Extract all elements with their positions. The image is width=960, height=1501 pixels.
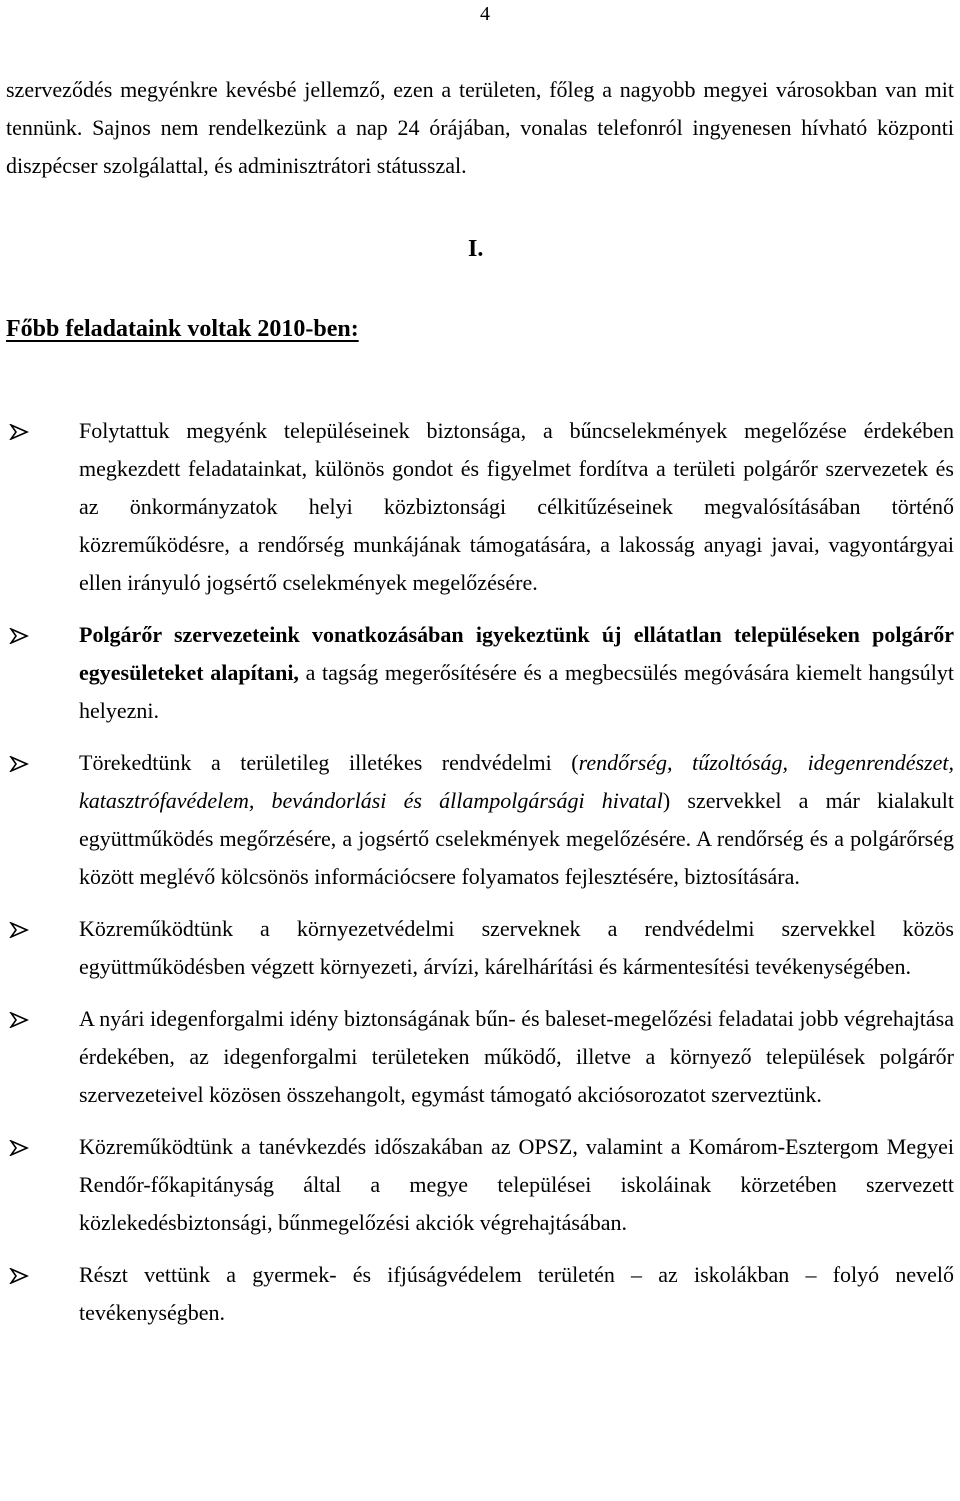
list-item-text: Közreműködtünk a környezetvédelmi szerveknek a rendvédelmi szervekkel közös együttműködésben végzett környezeti, árvízi, kárelhárítási és kármentesítési tevékenységében. — [79, 916, 954, 979]
section-numeral: I. — [468, 236, 484, 262]
list-item — [0, 1000, 960, 1114]
list-item — [0, 744, 960, 896]
list-item-text: ) szervekkel a már kialakult együttműködés megőrzésére, a jogsértő cselekmények megelőzésére. A rendőrség és a polgárőrség között meglévő kölcsönös információcsere folyamatos fejlesztésére, biztosítására. — [79, 788, 954, 889]
arrowhead-bullet-icon — [9, 424, 29, 440]
list-item — [0, 412, 960, 602]
arrowhead-bullet-icon — [9, 628, 29, 644]
list-item-text: Közreműködtünk a tanévkezdés időszakában az OPSZ, valamint a Komárom-Esztergom Megyei Rendőr-főkapitányság által a megye települései iskoláinak körzetében szervezett közlekedésbiztonsági, bűnmegelőzési akciók végrehajtásában. — [79, 1134, 954, 1235]
arrowhead-bullet-icon — [9, 1140, 29, 1156]
list-item-text: Részt vettünk a gyermek- és ifjúságvédelem területén – az iskolákban – folyó nevelő tevékenységben. — [79, 1262, 954, 1325]
arrowhead-bullet-icon — [9, 1012, 29, 1028]
list-item-text: Folytattuk megyénk településeinek biztonsága, a bűncselekmények megelőzése érdekében megkezdett feladatainkat, különös gondot és figyelmet fordítva a területi polgárőr szervezetek és az önkormányzatok helyi közbiztonsági célkitűzéseinek megvalósításában történő közreműködésre, a rendőrség munkájának támogatására, a lakosság anyagi javai, vagyontárgyai ellen irányuló jogsértő cselekmények megelőzésére. — [79, 418, 954, 595]
list-item — [0, 616, 960, 730]
list-item-text: Törekedtünk a területileg illetékes rendvédelmi ( — [79, 750, 579, 775]
intro-paragraph: szerveződés megyénkre kevésbé jellemző, ezen a területen, főleg a nagyobb megyei városokban van mit tennünk. Sajnos nem rendelkezünk a nap 24 órájában, vonalas telefonról ingyenesen hívható központi diszpécser szolgálattal, és adminisztrátori státusszal. — [6, 77, 954, 178]
arrowhead-bullet-icon — [9, 756, 29, 772]
list-item — [0, 1128, 960, 1242]
list-item-text: A nyári idegenforgalmi idény biztonságának bűn- és baleset-megelőzési feladatai jobb végrehajtása érdekében, az idegenforgalmi területeken működő, illetve a környező települések polgárőr szervezeteivel közösen összehangolt, egymást támogató akciósorozatot szerveztünk. — [79, 1006, 954, 1107]
page-number: 4 — [480, 3, 490, 25]
list-item-text: a tagság megerősítésére és a megbecsülés megóvására kiemelt hangsúlyt helyezni. — [79, 660, 954, 723]
list-item-bold-text: Polgárőr szervezeteink vonatkozásában igyekeztünk új ellátatlan településeken polgárőr egyesületeket alapítani, — [79, 622, 954, 685]
arrowhead-bullet-icon — [9, 1268, 29, 1284]
task-list — [0, 412, 960, 1332]
arrowhead-bullet-icon — [9, 922, 29, 938]
list-item — [0, 910, 960, 986]
list-item — [0, 1256, 960, 1332]
list-item-italic-text: rendőrség, tűzoltóság, idegenrendészet, katasztrófavédelem, bevándorlási és állampolgársági hivatal — [79, 750, 954, 813]
section-heading: Főbb feladataink voltak 2010-ben: — [6, 316, 359, 342]
